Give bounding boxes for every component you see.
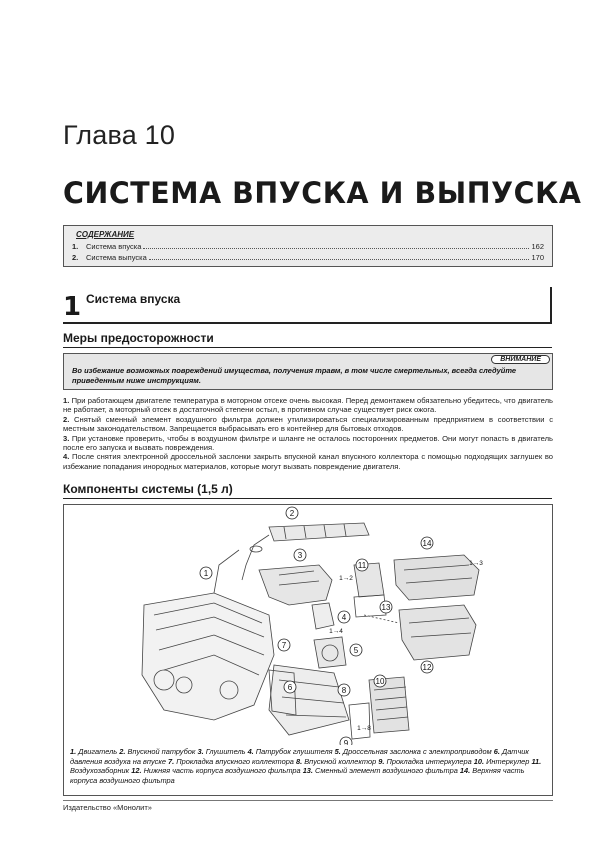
callout-10 xyxy=(374,675,386,687)
callout-3 xyxy=(294,549,306,561)
section-rule xyxy=(63,322,552,324)
silencer-pipe-illustration xyxy=(312,603,334,629)
figure-caption: 1. Двигатель 2. Впускной патрубок 3. Глушитель 4. Патрубок глушителя 5. Дроссельная заслонка с электроприводом 6. Датчик давления воздуха на впуске 7. Прокладка впускного коллектора 8. Впускной коллектор 9. Прокладка интеркулера 10. Интеркулер 11. Воздухозаборник 12. Нижняя часть корпуса воздушного фильтра 13. Сменный элемент воздушного фильтра 14. Верхняя часть корпуса воздушного фильтра xyxy=(70,747,542,785)
precautions-rule xyxy=(63,347,552,348)
note-number: 4. xyxy=(63,452,70,462)
svg-text:4: 4 xyxy=(341,613,347,622)
note-number: 3. xyxy=(63,433,70,443)
callout-9 xyxy=(340,737,352,745)
callout-8 xyxy=(338,684,350,696)
callout-11 xyxy=(356,559,368,571)
toc-item[interactable] xyxy=(72,242,544,251)
toc-item-number: 1. xyxy=(72,242,79,251)
filter-lower-housing-illustration xyxy=(399,605,476,660)
toc-item[interactable] xyxy=(72,253,544,262)
svg-text:9: 9 xyxy=(343,739,349,745)
warning-box xyxy=(63,353,553,390)
svg-text:12: 12 xyxy=(422,663,432,672)
precaution-note xyxy=(63,434,553,453)
precaution-note xyxy=(63,415,553,434)
publisher: Издательство «Монолит» xyxy=(63,803,152,812)
precaution-note xyxy=(63,452,553,471)
note-text: Снятый сменный элемент воздушного фильтра должен утилизироваться специализированным предприятием в соответствии с местным законодательством. Запрещается выбрасывать его в контейнер для бытовых отходов. xyxy=(63,414,553,434)
torque-label: 1→4 xyxy=(329,628,343,635)
callout-13 xyxy=(380,601,392,613)
callout-5 xyxy=(350,644,362,656)
table-of-contents xyxy=(63,225,553,267)
chapter-label: Глава 10 xyxy=(63,120,176,150)
warning-badge: ВНИМАНИЕ xyxy=(491,355,550,364)
section-rule-vertical xyxy=(550,287,552,324)
section-number: 1 xyxy=(63,292,82,322)
svg-text:7: 7 xyxy=(281,641,287,650)
throttle-illustration xyxy=(314,637,346,668)
note-text: После снятия электронной дроссельной заслонки закрыть впускной канал впускного коллектора с помощью подходящих заглушек во избежание попадания инородных материалов, которые могут вызвать повреждение двигателя. xyxy=(63,452,553,471)
chapter-title: СИСТЕМА ВПУСКА И ВЫПУСКА xyxy=(63,176,582,210)
note-text: При установке проверить, чтобы в воздушном фильтре и шланге не осталось посторонних предметов. Они могут попасть в двигатель после его запуска и вызвать повреждения. xyxy=(63,433,553,453)
note-number: 1. xyxy=(63,396,70,405)
torque-label: 1→3 xyxy=(469,560,483,567)
svg-text:1: 1 xyxy=(203,569,209,578)
toc-item-number: 2. xyxy=(72,253,79,262)
filter-upper-housing-illustration xyxy=(394,555,479,600)
torque-label: 1→8 xyxy=(357,725,371,732)
components-rule xyxy=(63,498,552,499)
svg-text:14: 14 xyxy=(422,539,432,548)
section-title: Система впуска xyxy=(86,292,181,306)
warning-text: Во избежание возможных повреждений имущества, получения травм, в том числе смертельных, всегда следуйте приведенным ниже инструкциям. xyxy=(72,366,517,385)
silencer-illustration xyxy=(259,565,332,605)
callout-14 xyxy=(421,537,433,549)
toc-item-title: Система выпуска xyxy=(86,253,147,262)
intake-pipe-illustration xyxy=(269,523,369,541)
note-number: 2. xyxy=(63,414,70,424)
svg-text:3: 3 xyxy=(297,551,303,560)
svg-text:11: 11 xyxy=(357,561,367,570)
callout-2 xyxy=(286,507,298,519)
toc-item-page: 170 xyxy=(531,253,544,262)
svg-text:2: 2 xyxy=(289,509,295,518)
components-figure xyxy=(63,504,553,796)
callout-6 xyxy=(284,681,296,693)
svg-text:5: 5 xyxy=(353,646,359,655)
footer-rule xyxy=(63,800,553,801)
exploded-view-diagram xyxy=(64,505,554,745)
torque-label: 1→2 xyxy=(339,575,353,582)
svg-text:10: 10 xyxy=(375,677,385,686)
toc-header: СОДЕРЖАНИЕ xyxy=(76,230,135,239)
callout-7 xyxy=(278,639,290,651)
callout-4 xyxy=(338,611,350,623)
svg-text:6: 6 xyxy=(287,683,293,692)
callout-1 xyxy=(200,567,212,579)
components-heading: Компоненты системы (1,5 л) xyxy=(63,482,233,496)
precaution-note xyxy=(63,396,553,415)
toc-dot-leader xyxy=(143,248,529,249)
svg-text:13: 13 xyxy=(381,603,391,612)
callout-12 xyxy=(421,661,433,673)
precaution-notes xyxy=(63,396,553,471)
precautions-heading: Меры предосторожности xyxy=(63,331,214,345)
note-text: При работающем двигателе температура в моторном отсеке очень высокая. Перед демонтажем обязательно убедитесь, что двигатель не работает, а моторный отсек в достаточной степени остыл, в противном случае существует риск ожога. xyxy=(63,396,553,415)
svg-text:8: 8 xyxy=(341,686,347,695)
toc-item-page: 162 xyxy=(531,242,544,251)
toc-dot-leader xyxy=(149,259,530,260)
toc-item-title: Система впуска xyxy=(86,242,142,251)
